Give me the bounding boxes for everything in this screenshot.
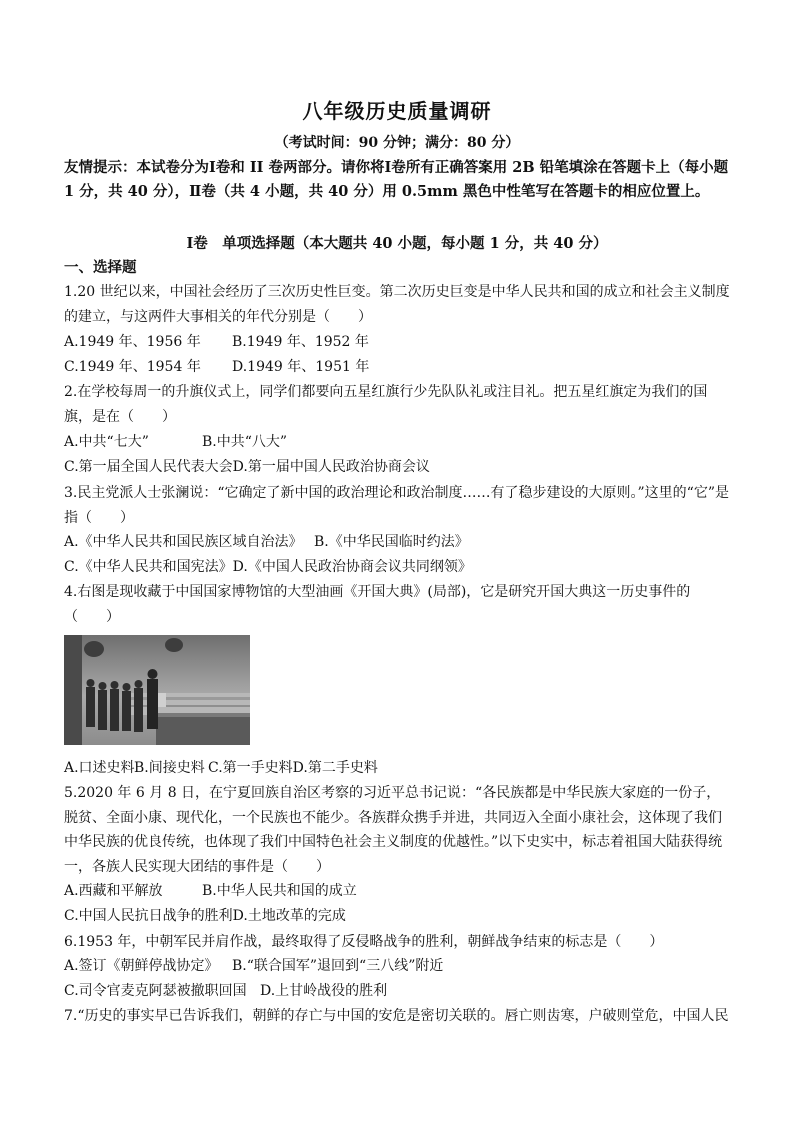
- question-3-options-row1: [64, 531, 469, 551]
- founding-ceremony-painting: [64, 635, 250, 745]
- question-2-option-b[interactable]: B.中共“八大”: [202, 434, 288, 450]
- question-6-option-c[interactable]: C.司令官麦克阿瑟被撤职回国: [64, 983, 247, 999]
- question-6-option-a[interactable]: A.签订《朝鲜停战协定》: [64, 958, 219, 974]
- question-2-option-c[interactable]: C.第一届全国人民代表大会: [64, 459, 233, 475]
- question-5-option-c[interactable]: C.中国人民抗日战争的胜利: [64, 908, 233, 924]
- question-4-option-b[interactable]: B.间接史料: [134, 760, 205, 776]
- question-6-option-b[interactable]: B.“联合国军”退回到“三八线”附近: [232, 958, 444, 974]
- question-7-stem: 7.“历史的事实早已告诉我们，朝鲜的存亡与中国的安危是密切关联的。唇亡则齿寒，户破则堂危，中国人民: [64, 1008, 729, 1024]
- exam-subtitle: （考试时间：90 分钟；满分：80 分）: [274, 135, 520, 151]
- question-1-option-a[interactable]: A.1949 年、1956 年: [64, 334, 201, 350]
- question-3-option-b[interactable]: B.《中华民国临时约法》: [314, 534, 469, 550]
- part-heading: 一、选择题: [64, 259, 137, 276]
- question-4-option-c[interactable]: C.第一手史料: [208, 760, 293, 776]
- question-3-stem: 3.民主党派人士张澜说：“它确定了新中国的政治理论和政治制度……有了稳步建设的大原则。”这里的“它”是指（ ）: [64, 485, 729, 526]
- question-1-options-row1: [64, 331, 369, 351]
- question-5-stem: 5.2020 年 6 月 8 日，在宁夏回族自治区考察的习近平总书记说：“各民族都是中华民族大家庭的一份子，脱贫、全面小康、现代化，一个民族也不能少。各族群众携手并进，共同迈入全面小康社会，这体现了我们中华民族的优良传统，也体现了我们中国特色社会主义制度的优越性。”以下史实中，标志着祖国大陆获得统一，各族人民实现大团结的事件是（ ）: [64, 785, 723, 875]
- exam-title: 八年级历史质量调研: [302, 99, 492, 123]
- question-2-option-a[interactable]: A.中共“七大”: [64, 434, 149, 450]
- question-4-option-d[interactable]: D.第二手史料: [292, 760, 378, 776]
- question-5-options-row1: [64, 880, 357, 900]
- question-5-option-d[interactable]: D.土地改革的完成: [232, 908, 346, 924]
- question-1-option-c[interactable]: C.1949 年、1954 年: [64, 359, 201, 375]
- question-4-option-a[interactable]: A.口述史料: [64, 760, 135, 776]
- question-5-options-row2: [64, 905, 346, 925]
- question-6-options-row1: [64, 955, 443, 975]
- question-1-stem: 1.20 世纪以来，中国社会经历了三次历史性巨变。第二次历史巨变是中华人民共和国的成立和社会主义制度的建立，与这两件大事相关的年代分别是（ ）: [64, 284, 730, 325]
- question-3-option-a[interactable]: A.《中华人民共和国民族区域自治法》: [64, 534, 303, 550]
- question-2-stem: 2.在学校每周一的升旗仪式上，同学们都要向五星红旗行少先队队礼或注目礼。把五星红旗定为我们的国旗，是在（ ）: [64, 384, 708, 425]
- question-6-option-d[interactable]: D.上甘岭战役的胜利: [260, 983, 388, 999]
- question-6-stem: 6.1953 年，中朝军民并肩作战，最终取得了反侵略战争的胜利，朝鲜战争结束的标志是（ ）: [64, 934, 664, 950]
- question-2-options-row2: [64, 456, 430, 476]
- question-2-options-row1: [64, 431, 287, 451]
- question-4-stem: 4.右图是现收藏于中国国家博物馆的大型油画《开国大典》(局部)，它是研究开国大典这一历史事件的（ ）: [64, 584, 691, 625]
- exam-notice: 友情提示：本试卷分为Ⅰ卷和 II 卷两部分。请你将Ⅰ卷所有正确答案用 2B 铅笔填涂在答题卡上（每小题 1 分，共 40 分），Ⅱ卷（共 4 小题，共 40 分）用 0.5mm 黑色中性笔写在答题卡的相应位置上。: [64, 159, 729, 200]
- question-6-options-row2: [64, 980, 387, 1000]
- question-5-option-a[interactable]: A.西藏和平解放: [64, 883, 163, 899]
- question-3-option-c[interactable]: C.《中华人民共和国宪法》: [64, 559, 233, 575]
- question-1-option-b[interactable]: B.1949 年、1952 年: [232, 334, 369, 350]
- question-5-option-b[interactable]: B.中华人民共和国的成立: [202, 883, 357, 899]
- section-title: Ⅰ卷 单项选择题（本大题共 40 小题，每小题 1 分，共 40 分）: [186, 235, 608, 252]
- question-2-option-d[interactable]: D.第一届中国人民政治协商会议: [232, 459, 430, 475]
- question-3-option-d[interactable]: D.《中国人民政治协商会议共同纲领》: [232, 559, 472, 575]
- question-3-options-row2: [64, 556, 472, 576]
- question-1-options-row2: [64, 356, 369, 376]
- question-4-options: [64, 757, 378, 777]
- question-1-option-d[interactable]: D.1949 年、1951 年: [232, 359, 370, 375]
